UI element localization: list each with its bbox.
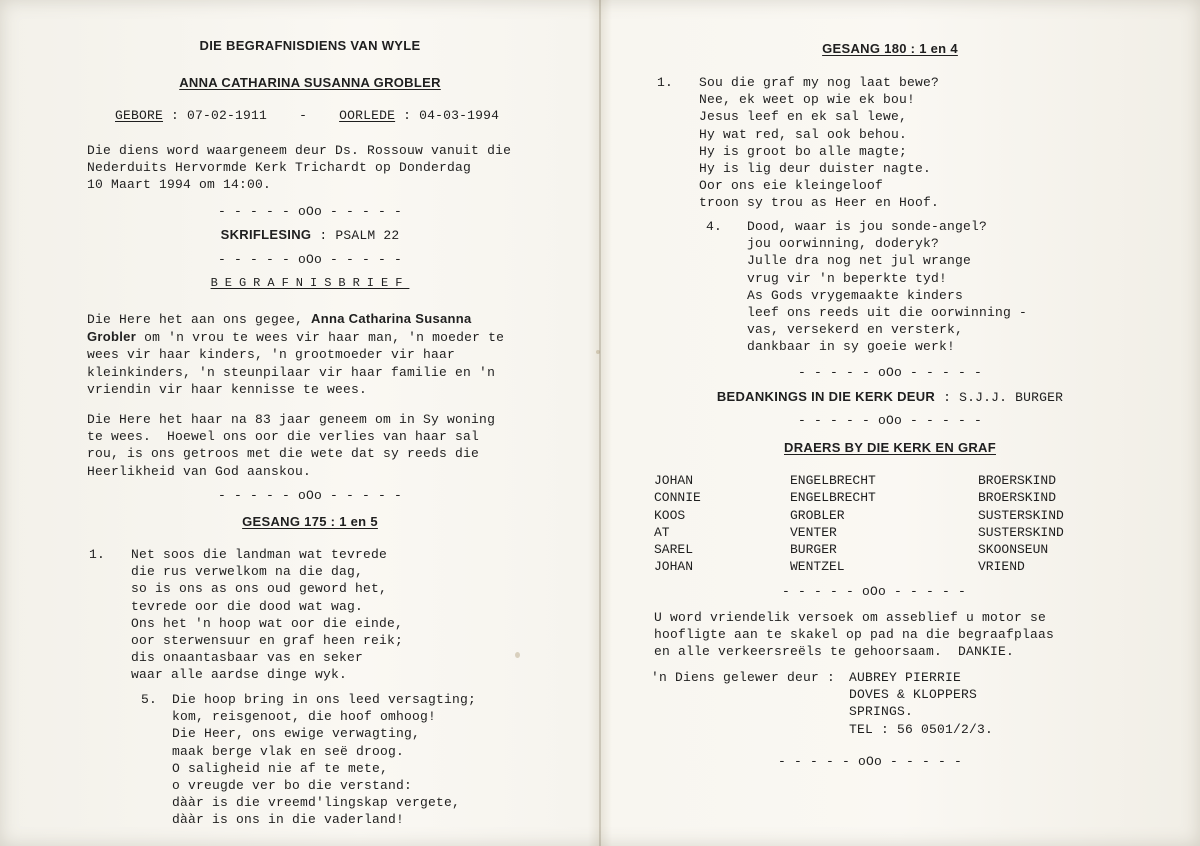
- dates-dash: -: [299, 108, 308, 123]
- thanks-value: : S.J.J. BURGER: [943, 390, 1064, 405]
- bearer-relation: BROERSKIND: [978, 473, 1057, 488]
- hymn-175-title: GESANG 175 : 1 en 5: [242, 514, 378, 529]
- request-line: hoofligte aan te skakel op pad na die begraafplaas: [654, 627, 1055, 643]
- bearers-relations: [978, 472, 1064, 576]
- verse-line: Die hoop bring in ons leed versagting;: [172, 692, 477, 707]
- verse-line: Hy is groot bo alle magte;: [699, 143, 908, 159]
- brief-p1-surname: Grobler: [87, 329, 137, 345]
- brief-line: wees vir haar kinders, 'n grootmoeder vir haar: [87, 347, 456, 363]
- brief-p1-start: Die Here het aan ons gegee,: [87, 312, 312, 327]
- paper-stain: [515, 652, 520, 658]
- bearer-first: SAREL: [654, 542, 694, 558]
- scripture-reading: [110, 226, 510, 244]
- intro-line: Nederduits Hervormde Kerk Trichardt op Donderdag: [87, 160, 472, 176]
- born-date: : 07-02-1911: [171, 108, 268, 123]
- intro-line: Die diens word waargeneem deur Ds. Rossouw vanuit die: [87, 143, 512, 158]
- verse-line: maak berge vlak en seë droog.: [172, 743, 405, 759]
- headlights-request: [654, 609, 1054, 661]
- verse-number: 5.: [141, 692, 158, 707]
- bearer-first: JOHAN: [654, 473, 694, 488]
- verse-line: Hy wat red, sal ook behou.: [699, 126, 908, 142]
- verse-line: so is ons as ons oud geword het,: [131, 581, 388, 597]
- brief-paragraph-2: [87, 411, 495, 480]
- bearers-title: DRAERS BY DIE KERK EN GRAF: [784, 440, 996, 455]
- separator: - - - - - oOo - - - - -: [217, 204, 403, 219]
- bearer-last: ENGELBRECHT: [790, 490, 876, 506]
- brief-line: Die Here het haar na 83 jaar geneem om in Sy woning: [87, 412, 496, 427]
- brief-p1-line2: om 'n vrou te wees vir haar man, 'n moeder te: [136, 330, 505, 346]
- thanks-label: BEDANKINGS IN DIE KERK DEUR: [716, 389, 936, 404]
- bearer-relation: SKOONSEUN: [978, 542, 1049, 558]
- page-fold: [599, 0, 601, 846]
- verse-line: tevrede oor die dood wat wag.: [131, 598, 364, 614]
- verse-line: Jesus leef en ek sal lewe,: [699, 109, 908, 125]
- hymn-175-verse-5: [172, 691, 476, 829]
- separator: - - - - - oOo - - - - -: [797, 413, 983, 428]
- provider-line: AUBREY PIERRIE: [849, 670, 962, 685]
- bearer-first: KOOS: [654, 507, 686, 523]
- separator: - - - - - oOo - - - - -: [797, 365, 983, 380]
- verse-line: Julle dra nog net jul wrange: [747, 253, 972, 269]
- verse-line: Net soos die landman wat tevrede: [131, 547, 388, 562]
- verse-number: 1.: [657, 75, 674, 90]
- program-title: DIE BEGRAFNISDIENS VAN WYLE: [199, 38, 421, 53]
- verse-line: Die Heer, ons ewige verwagting,: [172, 726, 421, 742]
- separator: - - - - - oOo - - - - -: [217, 252, 403, 267]
- verse-line: Dood, waar is jou sonde-angel?: [747, 219, 988, 234]
- bearer-last: WENTZEL: [790, 559, 845, 575]
- provider-line: SPRINGS.: [849, 704, 914, 720]
- bearers-first-names: [654, 472, 701, 576]
- dates-line: [115, 107, 499, 124]
- bearer-relation: VRIEND: [978, 559, 1025, 575]
- verse-line: As Gods vrygemaakte kinders: [747, 287, 964, 303]
- hymn-175-verse-1: [131, 546, 403, 684]
- verse-line: Nee, ek weet op wie ek bou!: [699, 92, 916, 108]
- reading-label: SKRIFLESING: [220, 227, 312, 242]
- brief-line: rou, is ons getroos met die wete dat sy reeds die: [87, 446, 480, 462]
- brief-line: Heerlikheid van God aanskou.: [87, 463, 312, 479]
- verse-line: waar alle aardse dinge wyk.: [131, 667, 348, 683]
- hymn-180-title: GESANG 180 : 1 en 4: [822, 41, 958, 56]
- verse-line: die rus verwelkom na die dag,: [131, 564, 364, 580]
- verse-line: o vreugde ver bo die verstand:: [172, 778, 413, 794]
- verse-line: O saligheid nie af te mete,: [172, 760, 389, 776]
- verse-line: dààr is die vreemd'lingskap vergete,: [172, 795, 461, 811]
- verse-line: Ons het 'n hoop wat oor die einde,: [131, 615, 404, 631]
- request-line: en alle verkeersreëls te gehoorsaam. DANKIE.: [654, 644, 1015, 660]
- provider-line: DOVES & KLOPPERS: [849, 687, 978, 703]
- bearer-first: CONNIE: [654, 490, 701, 506]
- brief-line: te wees. Hoewel ons oor die verlies van haar sal: [87, 429, 480, 445]
- verse-line: leef ons reeds uit die oorwinning -: [747, 305, 1028, 321]
- verse-line: kom, reisgenoot, die hoof omhoog!: [172, 709, 437, 725]
- verse-line: Hy is lig deur duister nagte.: [699, 161, 932, 177]
- bearers-surnames: [790, 472, 876, 576]
- service-intro: [87, 142, 511, 194]
- bearer-last: BURGER: [790, 542, 837, 558]
- verse-line: dààr is ons in die vaderland!: [172, 812, 405, 828]
- verse-number: 1.: [89, 547, 106, 562]
- bearer-last: VENTER: [790, 524, 837, 540]
- verse-line: troon sy trou as Heer en Hoof.: [699, 195, 940, 211]
- died-date: : 04-03-1994: [403, 108, 500, 123]
- bearer-relation: SUSTERSKIND: [978, 524, 1064, 540]
- verse-line: vas, versekerd en versterk,: [747, 322, 964, 338]
- verse-number: 4.: [706, 219, 723, 234]
- verse-line: vrug vir 'n beperkte tyd!: [747, 270, 948, 286]
- verse-line: oor sterwensuur en graf heen reik;: [131, 633, 404, 649]
- verse-line: dis onaantasbaar vas en seker: [131, 650, 364, 666]
- bearer-last: GROBLER: [790, 507, 845, 523]
- hymn-180-verse-1: [699, 74, 939, 212]
- provider-line: TEL : 56 0501/2/3.: [849, 721, 994, 737]
- bearer-first: JOHAN: [654, 559, 694, 575]
- separator: - - - - - oOo - - - - -: [782, 584, 967, 599]
- bearer-last: ENGELBRECHT: [790, 473, 876, 488]
- brief-p1-name: Anna Catharina Susanna: [311, 311, 472, 326]
- request-line: U word vriendelik versoek om asseblief u motor se: [654, 610, 1047, 625]
- bearer-relation: SUSTERSKIND: [978, 507, 1064, 523]
- verse-line: Oor ons eie kleingeloof: [699, 178, 884, 194]
- service-label: 'n Diens gelewer deur :: [651, 670, 836, 685]
- hymn-180-verse-4: [747, 218, 1027, 356]
- brief-line: vriendin vir haar kennisse te wees.: [87, 381, 368, 397]
- deceased-name: ANNA CATHARINA SUSANNA GROBLER: [179, 75, 441, 90]
- brief-heading: BEGRAFNISBRIEF: [210, 276, 410, 290]
- verse-line: jou oorwinning, doderyk?: [747, 236, 940, 252]
- reading-value: : PSALM 22: [319, 228, 400, 243]
- died-label: OORLEDE: [339, 108, 396, 123]
- bearer-first: AT: [654, 524, 670, 540]
- service-provider: [849, 669, 993, 738]
- intro-line: 10 Maart 1994 om 14:00.: [87, 177, 272, 193]
- verse-line: Sou die graf my nog laat bewe?: [699, 75, 940, 90]
- verse-line: dankbaar in sy goeie werk!: [747, 339, 956, 355]
- born-label: GEBORE: [115, 108, 164, 123]
- separator: - - - - - oOo - - - - -: [778, 754, 963, 769]
- brief-paragraph-1: [87, 310, 504, 398]
- separator: - - - - - oOo - - - - -: [217, 488, 403, 503]
- paper-stain: [596, 350, 600, 354]
- thanks-line: [640, 388, 1140, 406]
- bearer-relation: BROERSKIND: [978, 490, 1057, 506]
- brief-line: kleinkinders, 'n steunpilaar vir haar familie en 'n: [87, 364, 496, 380]
